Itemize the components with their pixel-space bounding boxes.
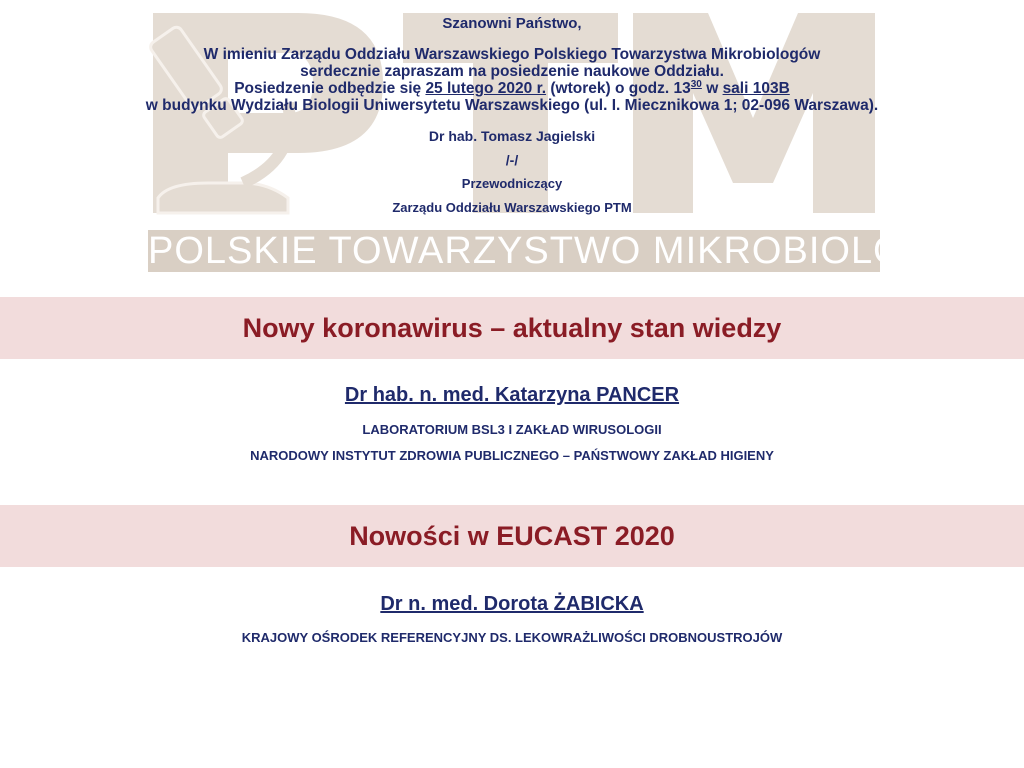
signer-name: Dr hab. Tomasz Jagielski bbox=[428, 128, 596, 144]
meeting-date: 25 lutego 2020 r. bbox=[425, 80, 547, 97]
talk-2-affiliation-1: KRAJOWY OŚRODEK REFERENCYJNY DS. LEKOWRAŻLIWOŚCI DROBNOUSTROJÓW bbox=[241, 630, 783, 645]
invitation-line-4: w budynku Wydziału Biologii Uniwersytetu Warszawskiego (ul. I. Miecznikowa 1; 02-096 Warszawa). bbox=[145, 97, 879, 114]
invitation-line-1: W imieniu Zarządu Oddziału Warszawskiego Polskiego Towarzystwa Mikrobiologów bbox=[203, 46, 821, 63]
logo-banner: POLSKIE TOWARZYSTWO MIKROBIOLOGÓW bbox=[148, 230, 1002, 272]
talk-2-title: Nowości w EUCAST 2020 bbox=[349, 520, 675, 551]
signature-block bbox=[0, 124, 1024, 220]
meeting-time-minutes: 30 bbox=[690, 78, 702, 90]
talk-1-affiliation-2: NARODOWY INSTYTUT ZDROWIA PUBLICZNEGO – PAŃSTWOWY ZAKŁAD HIGIENY bbox=[250, 448, 774, 463]
greeting: Szanowni Państwo, bbox=[442, 15, 582, 32]
talk-1-affiliation-1: LABORATORIUM BSL3 I ZAKŁAD WIRUSOLOGII bbox=[362, 422, 662, 437]
room-prefix: w bbox=[706, 80, 719, 97]
meeting-room: sali 103B bbox=[722, 80, 790, 97]
invitation-line-3 bbox=[0, 80, 1024, 97]
meeting-time: (wtorek) o godz. 13 bbox=[550, 80, 691, 97]
invitation-line-2: serdecznie zapraszam na posiedzenie naukowe Oddziału. bbox=[300, 63, 724, 80]
talk-2-speaker-block bbox=[0, 593, 1024, 646]
invitation-body bbox=[0, 46, 1024, 114]
talk-1-band bbox=[0, 297, 1024, 359]
talk-1-title: Nowy koronawirus – aktualny stan wiedzy bbox=[242, 312, 782, 343]
invitation bbox=[0, 14, 1024, 220]
signer-role-2: Zarządu Oddziału Warszawskiego PTM bbox=[392, 200, 632, 215]
talk-1-speaker: Dr hab. n. med. Katarzyna PANCER bbox=[344, 384, 680, 406]
talk-2-speaker: Dr n. med. Dorota ŻABICKA bbox=[380, 593, 644, 615]
talk-2-band bbox=[0, 505, 1024, 567]
line3-prefix: Posiedzenie odbędzie się bbox=[234, 80, 422, 97]
signature-mark: /-/ bbox=[505, 152, 519, 168]
signer-role-1: Przewodniczący bbox=[461, 176, 563, 191]
talk-1-speaker-block bbox=[0, 384, 1024, 464]
